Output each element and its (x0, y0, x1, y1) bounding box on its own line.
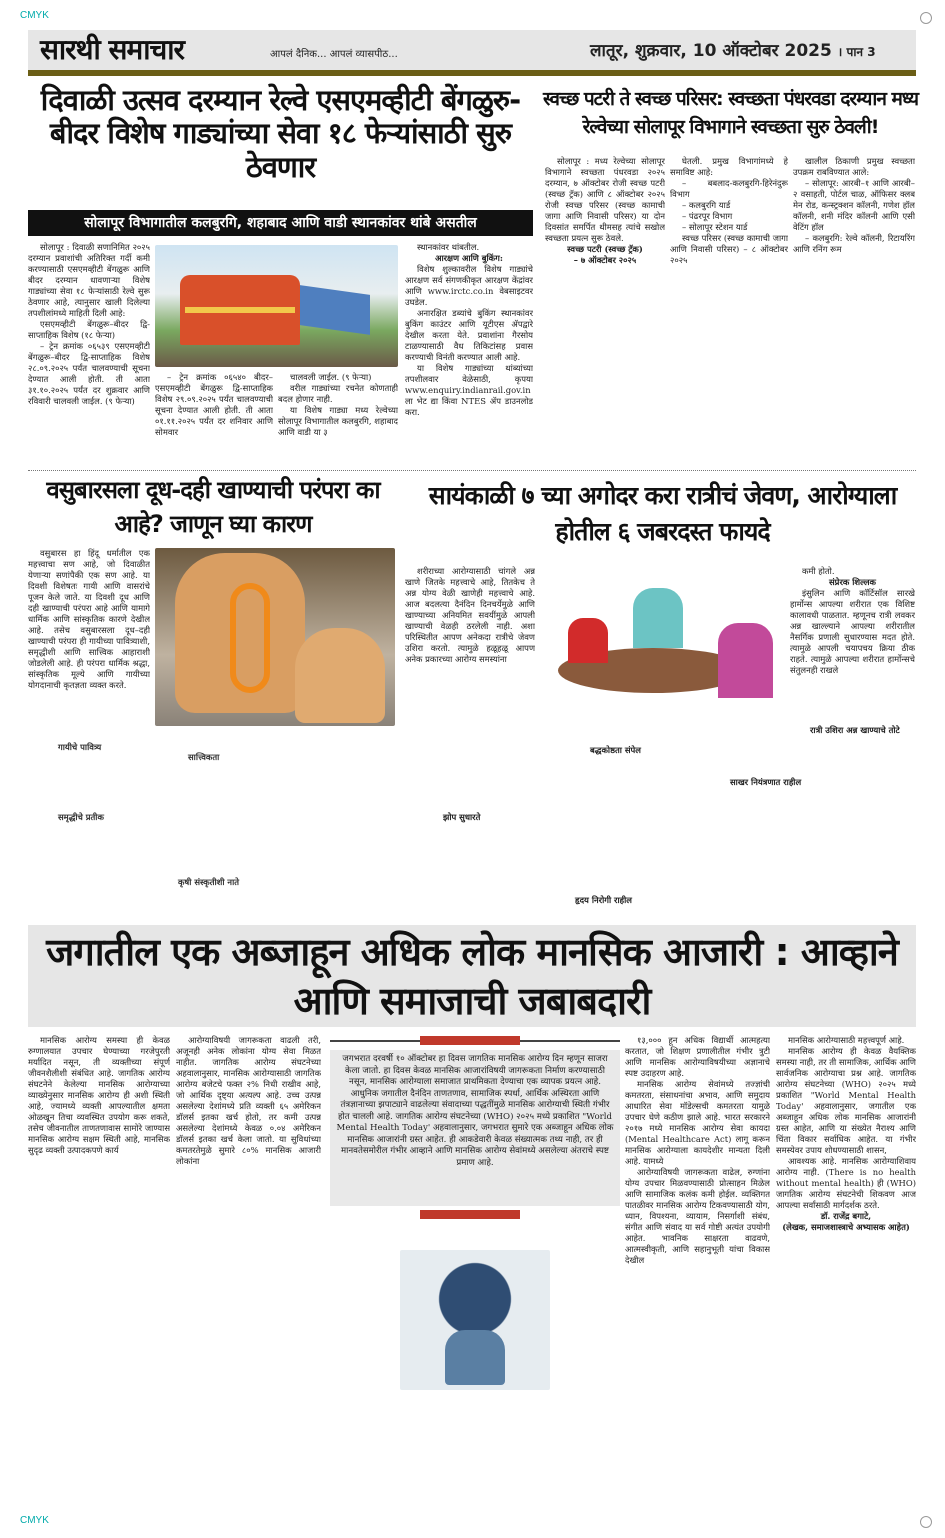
paragraph: आवश्यक आहे. मानसिक आरोग्याशिवाय आरोग्य नाही. (There is no health without mental health) ही (WHO) जागतिक आरोग्य संघटनेची शिकवण आज आपल्या सर्वांसाठी मार्गदर्शक ठरते. (776, 1156, 916, 1210)
mental-health-illustration (400, 1250, 550, 1390)
rail-col-2 (155, 372, 273, 467)
paragraph: सोलापूर : मध्य रेल्वेच्या सोलापूर विभागाने स्वच्छता पंधरवडा २०२५ दरम्यान, ७ ऑक्टोबर रोजी स्वच्छ पटरी (स्वच्छ ट्रॅक) आणि ८ ऑक्टोबर २०२५ रोजी स्वच्छ परिसर (स्वच्छ कामाची जागा आणि निवासी परिसर) या दोन दिवसांत समर्पित थीमसह त्यांचे सखोल स्वच्छता प्रयत्न सुरू ठेवले. (545, 156, 665, 243)
section-subhead: हृदय निरोगी राहील (575, 895, 632, 905)
list-item: – बबलाद-कलबुरगि-हिरेनंदुरू विभाग (670, 178, 788, 199)
list-item: – कलबुरगि यार्ड (682, 200, 731, 210)
list-item: – सोलापूर: आरबी–१ आणि आरबी–२ वसाहती, पोर्टल चाळ, ऑफिसर क्लब मेन रोड, कन्स्ट्रक्शन कॉलनी, गणेश हॉल कॉलनी, शनी मंदिर कॉलनी आणि एसी वेटिंग हॉल (793, 178, 915, 232)
section-subhead: रात्री उशिरा अन्न खाण्याचे तोटे (810, 725, 900, 735)
section-subhead: स्वच्छ पटरी (स्वच्छ ट्रॅक) (567, 244, 643, 254)
marigold-garland (230, 583, 270, 693)
paragraph: विशेष शुल्कावरील विशेष गाड्यांचे आरक्षण सर्व संगणकीकृत आरक्षण केंद्रांवर आणि www.irctc.co.in वेबसाइटवर उघडेल. (405, 264, 533, 307)
cow-photo (155, 548, 395, 726)
paragraph: या विशेष गाड्यांच्या थांब्यांच्या तपशीलवार वेळेसाठी, कृपया www.enquiry.indianrail.gov.in ला भेट द्या किंवा NTES ॲप डाउनलोड करा. (405, 363, 533, 417)
paragraph: सोलापूर : दिवाळी सणानिमित २०२५ दरम्यान प्रवाशांची अतिरिक्त गर्दी कमी करण्यासाठी एसएमव्हीटी बेंगळुरू आणि बीदर दरम्यान धावणाऱ्या विशेष गाड्यांच्या सेवा १८ फेऱ्यांसाठी रेल्वे सुरू ठेवणार आहे, त्यानुसार खाली दिलेल्या तपशीलांमध्ये माहिती दिली आहे: (28, 242, 150, 318)
paragraph: चालवली जाईल. (९ फेऱ्या) (290, 372, 372, 382)
paragraph: वरील गाड्यांच्या रचनेत कोणताही बदल होणार नाही. (278, 383, 398, 404)
paragraph: शरीराच्या आरोग्यासाठी चांगले अन्न खाणे जितके महत्त्वाचे आहे, तितकेच ते अन्न योग्य वेळी खाणेही महत्त्वाचे आहे. आज बदलत्या दैनंदिन दिनचर्येमुळे आणि खाण्याच्या अनियमित सवयींमुळे आपली खाण्याची वेळही ठरलेली नाही. अशा परिस्थितीत आपण अनेकदा रात्रीचे जेवण उशिरा करतो. त्यामुळे हळूहळू आपण अनेक प्रकारच्या आरोग्य समस्यांना (405, 566, 535, 664)
quote-box: जगभरात दरवर्षी १० ऑक्टोबर हा दिवस जागतिक मानसिक आरोग्य दिन म्हणून साजरा केला जातो. हा दिवस केवळ मानसिक आजारांविषयी जागरूकता निर्माण करण्यासाठी नसून, मानसिक आरोग्याला समाजात प्राथमिकता देण्याचा एक व्यापक प्रयत्न आहे. आधुनिक जगातील दैनंदिन ताणतणाव, सामाजिक स्पर्धा, आर्थिक अस्थिरता आणि तंत्रज्ञानाच्या झपाट्याने वाढलेल्या संवादाच्या पद्धतींमुळे मानसिक आरोग्याची स्थिती गंभीर होत चालली आहे. जागतिक आरोग्य संघटनेच्या (WHO) २०२५ मध्ये प्रकाशित "World Mental Health Today' अहवालानुसार, जगभरात सुमारे एक अब्जाहून अधिक लोक मानसिक आजारांनी ग्रस्त आहेत. ही आकडेवारी केवळ संख्यात्मक तथ्य नाही, तर ही मानवतेसमोरील गंभीर आव्हाने आणि मानसिक आरोग्य सेवांमध्ये असलेल्या अंतराचे स्पष्ट प्रमाण आहे. (330, 1050, 620, 1206)
father-figure (633, 588, 683, 648)
swachh-col-1 (545, 156, 665, 466)
cmyk-text: CMYK (20, 1515, 49, 1526)
dinner-col-right (790, 566, 915, 711)
mental-headline: जगातील एक अब्जाहून अधिक लोक मानसिक आजारी : आव्हाने आणि समाजाची जबाबदारी (46, 930, 898, 1023)
paragraph: मानसिक आरोग्यासाठी महत्त्वपूर्ण आहे. (788, 1035, 905, 1045)
author-name: डॉ. राजेंद्र बगाटे, (820, 1211, 872, 1221)
cmyk-text: CMYK (20, 10, 49, 21)
mental-col-6 (776, 1035, 916, 1490)
registration-mark-icon (920, 1516, 932, 1528)
dinner-headline: सायंकाळी ७ च्या अगोदर करा रात्रीचं जेवण, आरोग्याला होतील ६ जबरदस्त फायदे (428, 481, 897, 547)
train-photo (155, 245, 398, 367)
rail-headline: दिवाळी उत्सव दरम्यान रेल्वे एसएमव्हीटी बेंगळुरु-बीदर विशेष गाड्यांच्या सेवा १८ फेऱ्यांसाठी सुरु ठेवणार (40, 83, 521, 184)
dateline (590, 38, 876, 61)
section-subhead: आरक्षण आणि बुकिंग: (435, 253, 503, 263)
family-dinner-illustration (548, 568, 778, 703)
section-subhead: संप्रेरक शिल्लक (829, 577, 876, 587)
vasubaras-headline: वसुबारसला दूध-दही खाण्याची परंपरा का आहे? जाणून घ्या कारण (46, 476, 380, 538)
mental-col-2 (176, 1035, 321, 1490)
paragraph: आरोग्याविषयी जागरूकता वाढेल, रुग्णांना योग्य उपचार मिळवण्यासाठी प्रोत्साहन मिळेल आणि सामाजिक कलंक कमी होईल. व्यक्तिगत पातळीवर मानसिक आरोग्य टिकवण्यासाठी योग, ध्यान, विपश्यना, व्यायाम, निसर्गाशी संबंध, संगीत आणि संवाद या सर्व गोष्टी अत्यंत उपयोगी आहेत. भावनिक साक्षरता वाढवणे, आत्मस्वीकृती, आणि सहानुभूती यांचा विकास देखील (625, 1167, 770, 1265)
paragraph: इंसुलिन आणि कॉर्टिसॉल सारखे हार्मोन्स आपल्या शरीरात एक विशिष्ट कालावधी पाळतात. म्हणूनच रात्री लवकर अन्न खाल्ल्याने आपल्या शरीरातील नैसर्गिक प्रणाली सुधारण्यास मदत होते. त्यामुळे आपली चयापचय क्रिया ठीक राहते. त्यामुळे आपल्या शरीरात हार्मोन्सचे संतुलनही राखले (790, 588, 915, 675)
paragraph: स्वच्छ परिसर (स्वच्छ कामाची जागा आणि निवासी परिसर) – ८ ऑक्टोबर २०२५ (670, 233, 788, 265)
section-subhead: बद्धकोष्ठता संपेल (590, 745, 641, 755)
author-note: (लेखक, समाजशास्त्राचे अभ्यासक आहेत) (782, 1222, 910, 1232)
list-item: – सोलापूर स्टेशन यार्ड (682, 222, 748, 232)
dinner-subheads (405, 715, 920, 905)
section-subhead: गायीचे पावित्र्य (58, 742, 102, 752)
paragraph: – ट्रेन क्रमांक ०६५३९ एसएमव्हीटी बेंगळुरू–बीदर द्वि-साप्ताहिक विशेष २८.०९.२०२५ पर्यंत चालवण्याची सूचना देण्यात आली होती. ती आता ३१.१०.२०२५ पर्यंत दर शुक्रवार आणि रविवारी चालवली जाईल. (९ फेऱ्या) (28, 341, 150, 406)
paragraph: – ट्रेन क्रमांक ०६५४० बीदर–एसएमव्हीटी बेंगळुरू द्वि-साप्ताहिक विशेष २९.०९.२०२५ पर्यंत चालवण्याची सूचना देण्यात आली होती. ती आता ०१.११.२०२५ पर्यंत दर शनिवार आणि सोमवार (155, 372, 273, 437)
tagline: आपलं दैनिक... आपलं व्यासपीठ... (270, 49, 398, 60)
person-figure (445, 1330, 505, 1385)
section-subhead: सात्त्विकता (188, 752, 220, 762)
rail-subhead: सोलापूर विभागातील कलबुरगि, शहाबाद आणि वाडी स्थानकांवर थांबे असतील (28, 210, 533, 236)
vasubaras-col-1 (28, 548, 150, 718)
date-text: लातूर, शुक्रवार, 10 ऑक्टोबर 2025 (590, 41, 832, 61)
registration-mark-icon (920, 12, 932, 24)
section-subhead: समृद्धीचे प्रतीक (58, 812, 104, 822)
swachh-col-2 (670, 156, 788, 466)
section-subhead: कृषी संस्कृतीशी नाते (178, 877, 240, 887)
paragraph: १३,००० हून अधिक विद्यार्थी आत्महत्या करतात, जो शिक्षण प्रणालीतील गंभीर त्रुटी आणि मानसिक आरोग्याविषयीच्या अज्ञानाचे स्पष्ट उदाहरण आहे. (625, 1035, 770, 1078)
section-divider (28, 470, 916, 471)
child-figure (568, 618, 608, 663)
dinner-col-1 (405, 566, 535, 716)
rail-col-4 (405, 242, 533, 467)
quote-accent (420, 1036, 520, 1045)
paragraph: खालील ठिकाणी प्रमुख स्वच्छता उपक्रम राबविण्यात आले: (793, 156, 915, 177)
paragraph: कमी होतो. (802, 566, 835, 576)
list-item: – पंढरपूर विभाग (682, 211, 733, 221)
cmyk-mark-bottom (20, 1515, 49, 1526)
newspaper-logo: सारथी समाचार (40, 33, 184, 66)
quote-accent (420, 1210, 520, 1219)
cmyk-mark-top (20, 10, 49, 21)
paragraph: आरोग्याविषयी जागरूकता वाढली तरी, अजूनही अनेक लोकांना योग्य सेवा मिळत नाहीत. जागतिक आरोग्य संघटनेच्या अहवालानुसार, मानसिक आरोग्यासाठी जागतिक आरोग्य बजेटचे फक्त २% निधी राखीव आहे, जो आर्थिक दृष्ट्या अत्यल्प आहे. उच्च उत्पन्न असलेल्या देशांमध्ये प्रति व्यक्ती ६५ अमेरिकन डॉलर्स इतका खर्च होतो, तर कमी उत्पन्न असलेल्या देशांमध्ये केवळ ०.०४ अमेरिकन डॉलर्स इतका खर्च केला जातो. या सुविधांच्या कमतरतेमुळे सुमारे ८०% मानसिक आजारी लोकांना (176, 1035, 321, 1166)
paragraph: मानसिक आरोग्य समस्या ही केवळ रुग्णालयात उपचार घेण्याच्या गरजेपुरती मर्यादित नसून, ती व्यक्तीच्या संपूर्ण जीवनशैलीशी संबंधित आहे. जागतिक आरोग्य संघटनेने केलेल्या मानसिक आरोग्याच्या व्याख्येनुसार मानसिक आरोग्य ही अशी स्थिती आहे, ज्यामध्ये व्यक्ती आपल्यातील क्षमता ओळखून तिचा व्यवस्थित उपयोग करू शकते, तसेच जीवनातील ताणतणावास सामोरे जाण्यास मानसिक आरोग्य सक्षम स्थिती आहे, मानसिक सुदृढ व्यक्ती उत्पादकपणे कार्य (28, 1035, 170, 1155)
rail-col-3 (278, 372, 398, 467)
section-subhead: साखर नियंत्रणात राहील (730, 777, 802, 787)
calf-shape (295, 628, 385, 723)
paragraph: अनारक्षित डब्यांचे बुकिंग स्थानकांवर बुकिंग काउंटर आणि यूटीएस ॲपद्वारे देखील करता येते. प्रवाशांना गैरसोय टाळण्यासाठी वैध तिकिटांसह प्रवास करण्याची विनंती करण्यात आली आहे. (405, 308, 533, 362)
swachh-headline: स्वच्छ पटरी ते स्वच्छ परिसर: स्वच्छता पंधरवडा दरम्यान मध्य रेल्वेच्या सोलापूर विभागाने स्वच्छता सुरु ठेवली! (543, 88, 919, 138)
page-number: । पान 3 (837, 45, 876, 59)
section-subhead: – ७ ऑक्टोबर २०२५ (573, 255, 637, 265)
swachh-col-3 (793, 156, 915, 466)
paragraph: मानसिक आरोग्य ही केवळ वैयक्तिक समस्या नाही, तर ती सामाजिक, आर्थिक आणि सार्वजनिक आरोग्याचा प्रश्न आहे. जागतिक आरोग्य संघटनेच्या (WHO) २०२५ मध्ये प्रकाशित "World Mental Health Today' अहवालानुसार, जगातील एक अब्जाहून अधिक लोक मानसिक आजारांनी ग्रस्त आहेत, आणि या संख्येत नैराश्य आणि चिंता विकार सर्वाधिक आहेत. या गंभीर समस्येवर उपाय शोधण्यासाठी शासन, (776, 1046, 916, 1155)
coaches-shape (300, 285, 370, 335)
paragraph: घेतली. प्रमुख विभागांमध्ये हे समाविष्ट आहे: (670, 156, 788, 177)
paragraph: वसुबारस हा हिंदू धर्मातील एक महत्त्वाचा सण आहे, जो दिवाळीत येणाऱ्या सणांपैकी एक सण आहे. या दिवशी विशेषतः गायी आणि वासरांचे पूजन केले जाते. या दिवशी दूध आणि दही खाण्याची परंपरा आहे आणि यामागे धार्मिक आणि सांस्कृतिक कारणे देखील आहे. तसेच वसुबारसला दूध–दही खाण्याची परंपरा ही गायीच्या पावित्र्याशी, समृद्धीशी आणि सात्त्विक आहाराशी जोडलेली आहे. ही परंपरा धार्मिक श्रद्धा, सांस्कृतिक मूल्ये आणि गायीच्या योगदानाची कृतज्ञता व्यक्त करते. (28, 548, 150, 690)
mental-col-5 (625, 1035, 770, 1490)
rail-col-1 (28, 242, 150, 467)
section-subhead: झोप सुधारते (443, 812, 481, 822)
paragraph: या विशेष गाड्या मध्य रेल्वेच्या सोलापूर विभागातील कलबुरगि, शहाबाद आणि वाडी या ३ (278, 405, 398, 437)
paragraph: स्थानकांवर थांबतील. (417, 242, 480, 252)
mother-figure (718, 623, 773, 698)
masthead-rule (28, 70, 916, 76)
locomotive-stripe (185, 307, 295, 313)
paragraph: एसएमव्हीटी बेंगळुरू–बीदर द्वि-साप्ताहिक विशेष (१८ फेऱ्या) (28, 319, 150, 340)
mental-col-1 (28, 1035, 170, 1490)
paragraph: मानसिक आरोग्य सेवांमध्ये तज्ज्ञांची कमतरता, संसाधनांचा अभाव, आणि समुदाय आधारित सेवा मॉडेल्सची कमतरता यामुळे उपचार घेणे कठीण झाले आहे. भारत सरकारने २०१७ मध्ये मानसिक आरोग्य सेवा कायदा (Mental Healthcare Act) लागू करून मानसिक आरोग्याला कायदेशीर मान्यता दिली आहे. यामध्ये (625, 1079, 770, 1166)
list-item: – कलबुरगि: रेल्वे कॉलनी, रिटायरिंग आणि रनिंग रूम (793, 233, 915, 254)
